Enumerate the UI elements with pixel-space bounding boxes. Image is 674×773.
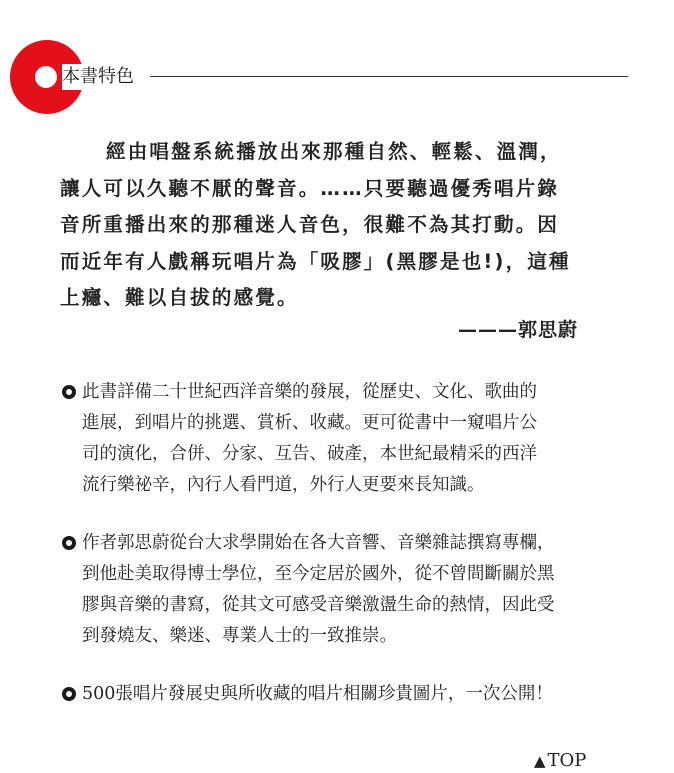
section-header	[0, 40, 674, 114]
white-dot-decoration	[35, 66, 57, 88]
quote-block	[60, 134, 600, 317]
feature-item	[60, 377, 620, 501]
feature-line: 到發燒友、樂迷、專業人士的一致推崇。	[82, 626, 397, 646]
quote-line: 而近年有人戲稱玩唱片為「吸膠」(黑膠是也!)，這種	[60, 249, 571, 273]
quote-line: 音所重播出來的那種迷人音色，很難不為其打動。因	[60, 213, 560, 236]
feature-item	[60, 528, 620, 652]
feature-line: 膠與音樂的書寫，從其文可感受音樂激盪生命的熱情，因此受	[82, 595, 555, 615]
feature-line: 作者郭思蔚從台大求學開始在各大音響、音樂雜誌撰寫專欄，	[82, 533, 555, 553]
feature-line: 進展，到唱片的挑選、賞析、收藏。更可從書中一窺唱片公	[82, 413, 537, 433]
bullet-icon	[62, 536, 76, 550]
quote-line: 經由唱盤系統播放出來那種自然、輕鬆、溫潤，	[106, 140, 562, 163]
quote-line: 上癮、難以自拔的感覺。	[60, 286, 299, 309]
feature-list	[60, 377, 620, 710]
quote-line: 讓人可以久聽不厭的聲音。……只要聽過優秀唱片錄	[60, 176, 560, 200]
feature-line: 500張唱片發展史與所收藏的唱片相關珍貴圖片，一次公開！	[82, 684, 553, 704]
feature-line: 到他赴美取得博士學位，至今定居於國外，從不曾間斷關於黑	[82, 564, 555, 584]
feature-line: 流行樂祕辛，內行人看門道，外行人更要來長知識。	[82, 475, 485, 495]
header-rule	[150, 76, 628, 77]
back-to-top-link[interactable]	[534, 749, 586, 773]
feature-line: 司的演化，合併、分家、互告、破產，本世紀最精采的西洋	[82, 444, 537, 464]
bullet-icon	[62, 385, 76, 399]
top-label: TOP	[547, 750, 587, 771]
section-title: 本書特色	[62, 64, 138, 90]
quote-author: ———郭思蔚	[458, 319, 579, 341]
feature-item	[60, 679, 620, 710]
feature-line: 此書詳備二十世紀西洋音樂的發展，從歷史、文化、歌曲的	[82, 382, 537, 402]
up-triangle-icon: ▲	[534, 752, 546, 770]
bullet-icon	[62, 687, 76, 701]
